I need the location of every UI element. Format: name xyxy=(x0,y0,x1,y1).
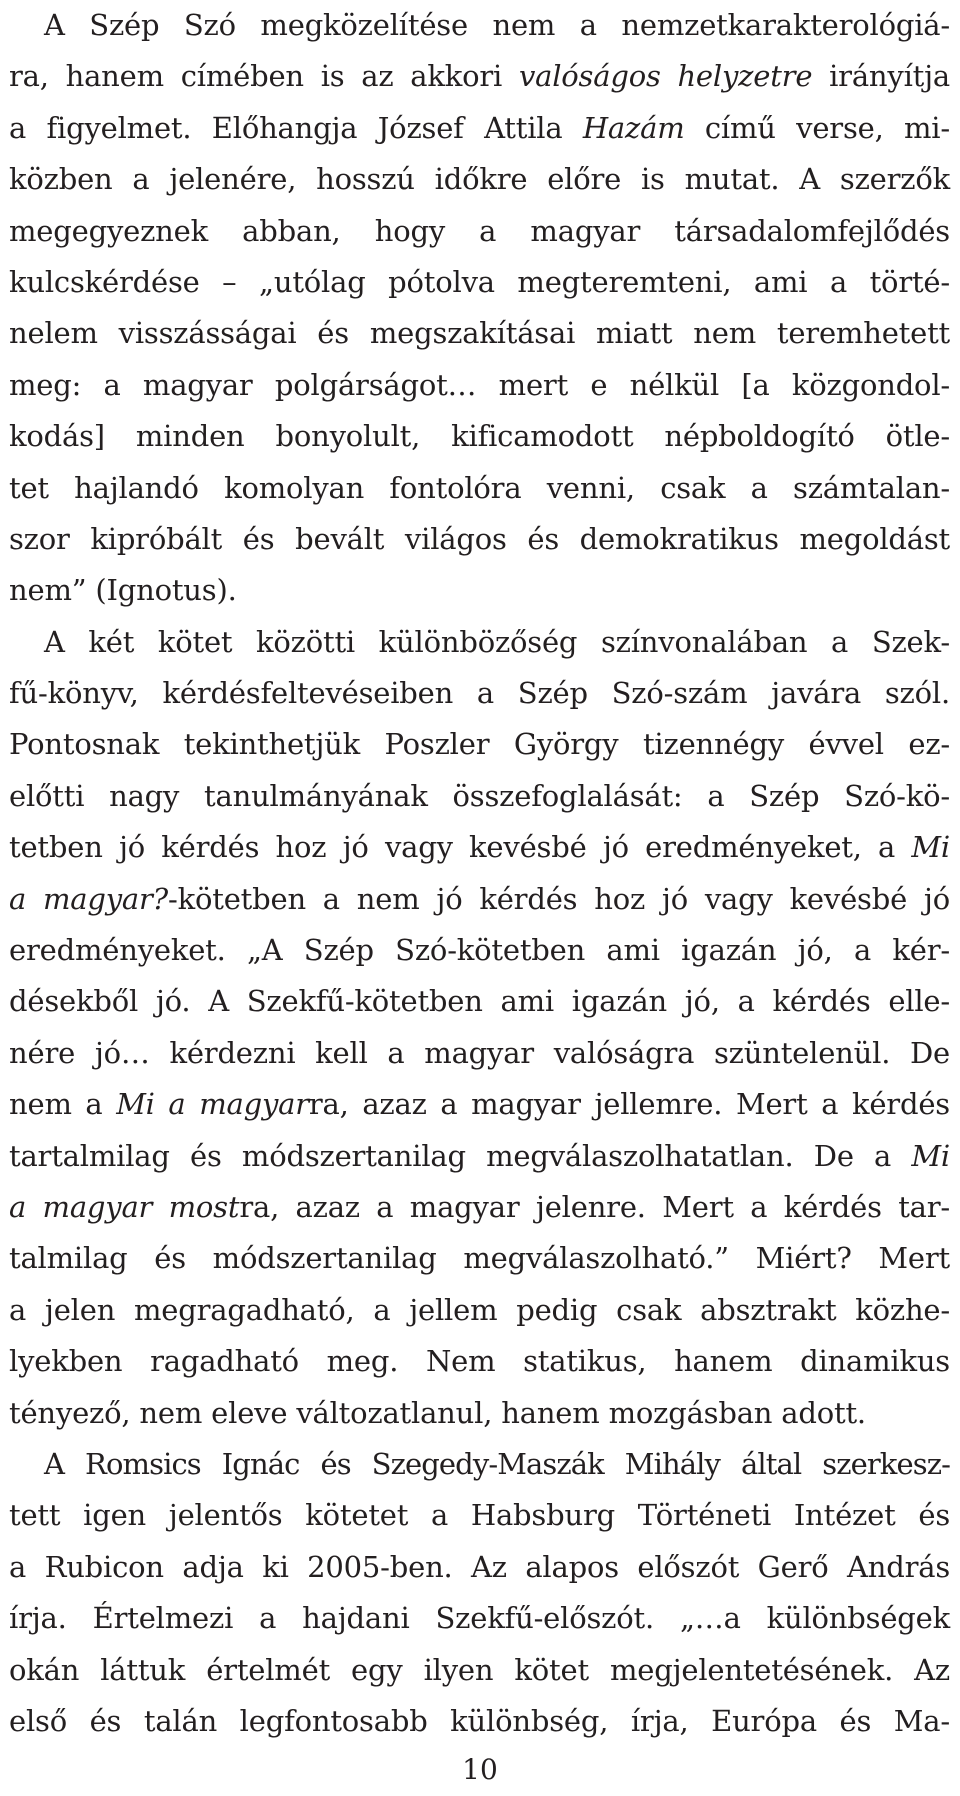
text-line xyxy=(9,1028,950,1079)
text-run: lyekben ragadható meg. Nem statikus, hanem dinamikus xyxy=(9,1344,950,1379)
text-run: tett igen jelentős kötetet a Habsburg Történeti Intézet és xyxy=(9,1498,950,1533)
text-line xyxy=(9,0,950,51)
text-run: szor kipróbált és bevált világos és demokratikus megoldást xyxy=(9,521,950,556)
text-line xyxy=(9,360,950,411)
text-run: ra, azaz a magyar jelenre. Mert a kérdés tar- xyxy=(239,1189,950,1224)
text-run: első és talán legfontosabb különbség, írja, Európa és Ma- xyxy=(9,1703,950,1738)
text-run: a jelen megragadható, a jellem pedig csak absztrakt közhe- xyxy=(9,1292,950,1327)
text-run: ra, azaz a magyar jellemre. Mert a kérdés xyxy=(308,1087,950,1122)
text-run: tényező, nem eleve változatlanul, hanem mozgásban adott. xyxy=(9,1395,866,1430)
text-line xyxy=(9,206,950,257)
text-line xyxy=(9,1285,950,1336)
text-run: című verse, mi- xyxy=(684,110,950,145)
text-run: nem a xyxy=(9,1087,117,1122)
text-run: A Szép Szó megközelítése nem a nemzetkarakterológiá- xyxy=(44,8,950,42)
italic-text: a magyar most xyxy=(9,1189,240,1224)
text-line xyxy=(9,1490,950,1541)
text-run: közben a jelenére, hosszú időkre előre is mutat. A szerzők xyxy=(9,162,950,197)
text-line xyxy=(9,668,950,719)
text-line xyxy=(9,1079,950,1130)
text-run: A két kötet közötti különbözőség színvonalában a Szek- xyxy=(44,624,950,659)
text-run: a figyelmet. Előhangja József Attila xyxy=(9,110,583,145)
text-run: kulcskérdése – „utólag pótolva megteremteni, ami a törté- xyxy=(9,264,950,299)
text-run: eredményeket. „A Szép Szó-kötetben ami igazán jó, a kér- xyxy=(9,933,950,968)
text-line xyxy=(9,1645,950,1696)
text-line xyxy=(9,1439,950,1490)
body-text xyxy=(9,0,950,1747)
text-run: a Rubicon adja ki 2005-ben. Az alapos előszót Gerő András xyxy=(9,1549,950,1584)
text-line xyxy=(9,822,950,873)
text-run: tet hajlandó komolyan fontolóra venni, csak a számtalan- xyxy=(9,470,950,505)
text-line xyxy=(9,1593,950,1644)
text-line xyxy=(9,1542,950,1593)
italic-text: a magyar? xyxy=(9,881,169,916)
text-line xyxy=(9,463,950,514)
text-run: tetben jó kérdés hoz jó vagy kevésbé jó eredményeket, a xyxy=(9,830,912,865)
text-line xyxy=(9,1233,950,1284)
text-line xyxy=(9,1696,950,1747)
text-line xyxy=(9,308,950,359)
text-run: tartalmilag és módszertanilag megválaszolhatatlan. De a xyxy=(9,1138,912,1173)
text-run: okán láttuk értelmét egy ilyen kötet megjelentetésének. Az xyxy=(9,1652,950,1687)
text-line xyxy=(9,719,950,770)
text-run: talmilag és módszertanilag megválaszolható.” Miért? Mert xyxy=(9,1241,950,1276)
text-run: irányítja xyxy=(812,59,951,94)
text-run: meg: a magyar polgárságot… mert e nélkül [a közgondol- xyxy=(9,367,950,402)
text-line xyxy=(9,565,950,616)
text-run: megegyeznek abban, hogy a magyar társadalomfejlődés xyxy=(9,213,950,248)
text-line xyxy=(9,976,950,1027)
text-run: ra, hanem címében is az akkori xyxy=(9,59,519,94)
text-run: kodás] minden bonyolult, kificamodott népboldogító ötle- xyxy=(9,419,950,454)
text-line xyxy=(9,771,950,822)
italic-text: Mi a magyar xyxy=(116,1087,309,1122)
text-line xyxy=(9,617,950,668)
italic-text: Hazám xyxy=(582,110,685,145)
text-run: -kötetben a nem jó kérdés hoz jó vagy kevésbé jó xyxy=(168,881,950,916)
italic-text: valóságos helyzetre xyxy=(518,59,813,94)
text-line xyxy=(9,1336,950,1387)
text-line xyxy=(9,51,950,102)
text-line xyxy=(9,1131,950,1182)
text-line xyxy=(9,1182,950,1233)
text-run: fű-könyv, kérdésfeltevéseiben a Szép Szó-szám javára szól. xyxy=(9,676,950,711)
text-run: A Romsics Ignác és Szegedy-Maszák Mihály által szerkesz- xyxy=(44,1446,950,1481)
text-line xyxy=(9,1388,950,1439)
page-number: 10 xyxy=(462,1753,498,1786)
text-line xyxy=(9,257,950,308)
text-line xyxy=(9,514,950,565)
text-line xyxy=(9,103,950,154)
text-run: írja. Értelmezi a hajdani Szekfű-előszót. „…a különbségek xyxy=(9,1601,950,1636)
text-line xyxy=(9,411,950,462)
text-line xyxy=(9,154,950,205)
italic-text: Mi xyxy=(911,830,950,865)
italic-text: Mi xyxy=(911,1138,950,1173)
text-run: désekből jó. A Szekfű-kötetben ami igazán jó, a kérdés elle- xyxy=(9,984,950,1019)
text-line xyxy=(9,925,950,976)
text-run: nelem visszásságai és megszakításai miatt nem teremhetett xyxy=(9,316,950,351)
text-line xyxy=(9,874,950,925)
text-run: nem” (Ignotus). xyxy=(9,573,237,608)
text-run: előtti nagy tanulmányának összefoglalását: a Szép Szó-kö- xyxy=(9,778,950,813)
text-run: Pontosnak tekinthetjük Poszler György tizennégy évvel ez- xyxy=(9,727,950,762)
text-run: nére jó… kérdezni kell a magyar valóságra szüntelenül. De xyxy=(9,1035,950,1070)
